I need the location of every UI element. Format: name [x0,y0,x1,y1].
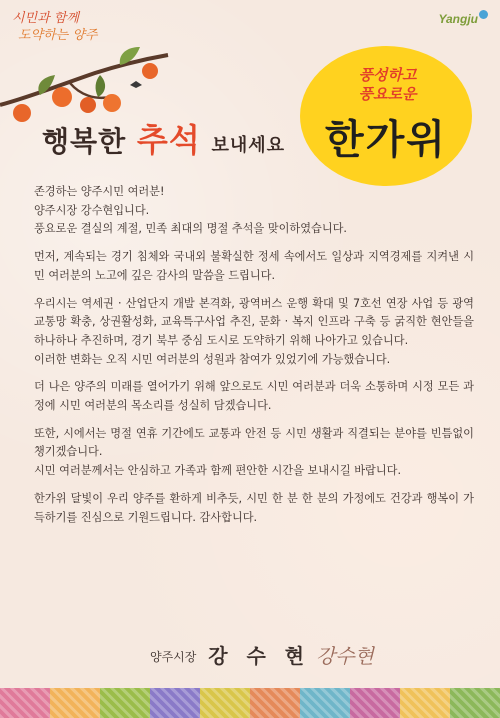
headline-accent: 추석 [136,121,201,159]
stripe-segment [0,688,50,718]
letter-paragraph-5 [34,425,474,481]
signature-title: 양주시장 [150,650,197,664]
letter-paragraph-4: 더 나은 양주의 미래를 열어가기 위해 앞으로도 시민 여러분과 더욱 소통하며 시정 모든 과정에 시민 여러분의 목소리를 성실히 담겠습니다. [34,380,474,413]
slogan-line-2: 도약하는 양주 [18,28,98,43]
stripe-segment [200,688,250,718]
stripe-segment [150,688,200,718]
yangju-logo [438,12,488,26]
signature-block [150,640,450,669]
leaf-icon [96,75,106,97]
persimmon-fruit [13,104,31,122]
persimmon-fruit [52,87,72,107]
stripe-segment [450,688,500,718]
letter-paragraph-6: 한가위 달빛이 우리 양주를 환하게 비추듯, 시민 한 분 한 분의 가정에도 건강과 행복이 가득하기를 진심으로 기원드립니다. 감사합니다. [34,491,474,524]
stripe-segment [300,688,350,718]
branch-stem [0,55,168,105]
letter-line: 또한, 시에서는 명절 연휴 기간에도 교통과 안전 등 시민 생활과 직결되는 분야를 빈틈없이 챙기겠습니다. [34,426,474,459]
stripe-segment [250,688,300,718]
headline-part-2: 보내세요 [211,135,286,156]
persimmon-fruit [142,63,158,79]
stripe-segment [50,688,100,718]
greeting-headline [42,115,285,161]
letter-line: 시민 여러분께서는 안심하고 가족과 함께 편안한 시간을 보내시길 바랍니다. [34,464,402,478]
bird-icon [130,81,142,88]
badge-subtitle-line-1: 풍성하고 [358,66,417,84]
badge-title: 한가위 [325,116,447,163]
logo-text: Yangju [438,12,478,26]
letter-line: 풍요로운 결실의 계절, 민족 최대의 명절 추석을 맞이하였습니다. [34,222,347,236]
persimmon-fruit [80,97,96,113]
signature-name: 강 수 현 [208,644,311,668]
stripe-segment [100,688,150,718]
letter-paragraph-1 [34,183,474,239]
persimmon-branch-illustration [0,45,170,125]
stripe-segment [350,688,400,718]
letter-line: 존경하는 양주시민 여러분! [34,185,165,198]
persimmon-fruit [103,94,121,112]
handwritten-signature: 강수현 [315,644,374,668]
letter-line: 이러한 변화는 오직 시민 여러분의 성원과 참여가 있었기에 가능했습니다. [34,352,391,366]
letter-paragraph-3 [34,295,474,370]
letter-line: 양주시장 강수현입니다. [34,203,150,217]
letter-paragraph-2: 먼저, 계속되는 경기 침체와 국내외 불확실한 정세 속에서도 일상과 지역경제를 지켜낸 시민 여러분의 노고에 깊은 감사의 말씀을 드립니다. [34,250,474,282]
logo-dot-icon [479,10,488,19]
letter-body [34,183,474,536]
stripe-segment [400,688,450,718]
badge-subtitle [330,66,445,104]
city-slogan [12,10,122,44]
headline-part-1: 행복한 [42,125,127,158]
letter-line: 우리시는 역세권 · 산업단지 개발 본격화, 광역버스 운행 확대 및 7호선 연장 사업 등 광역교통망 확충, 상권활성화, 교육특구사업 추진, 문화 · 복지 인프라 구축 등 굵직한 현안들을 하나하나 추진하며, 경기 북부 중심 도시로 도약하기 위해 나아가고 있습니다. [34,296,474,347]
bottom-pattern-stripe [0,688,500,718]
slogan-line-1: 시민과 함께 [12,11,79,26]
badge-subtitle-line-2: 풍요로운 [358,85,417,103]
